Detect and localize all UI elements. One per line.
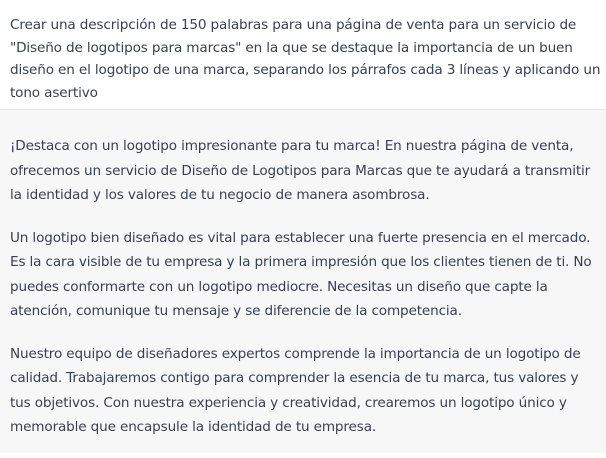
response-paragraph-1: ¡Destaca con un logotipo impresionante para tu marca! En nuestra página de venta, ofrecemos un servicio de Diseño de Logotipos para Marcas que te ayudará a transmitir la identidad y los valores de tu negocio de manera asombrosa. (10, 138, 591, 203)
response-paragraph-2: Un logotipo bien diseñado es vital para establecer una fuerte presencia en el mercado. Es la cara visible de tu empresa y la primera impresión que los clientes tienen de ti. No puedes conformarte con un logotipo mediocre. Necesitas un diseño que capte la atención, comunique tu mensaje y se diferencie de la competencia. (10, 229, 592, 319)
user-prompt-text: Crear una descripción de 150 palabras para una página de venta para un servicio de "Diseño de logotipos para marcas" en la que se destaque la importancia de un buen diseño en el logotipo de una marca, separando los párrafos cada 3 líneas y aplicando un tono asertivo (10, 17, 601, 101)
assistant-response-message (0, 110, 606, 453)
response-paragraph-3: Nuestro equipo de diseñadores expertos comprende la importancia de un logotipo de calidad. Trabajaremos contigo para comprender la esencia de tu marca, tus valores y tus objetivos. Con nuestra experiencia y creatividad, crearemos un logotipo único y memorable que encapsule la identidad de tu empresa. (10, 345, 581, 435)
user-prompt-message (0, 0, 606, 110)
assistant-response-body (10, 134, 598, 458)
